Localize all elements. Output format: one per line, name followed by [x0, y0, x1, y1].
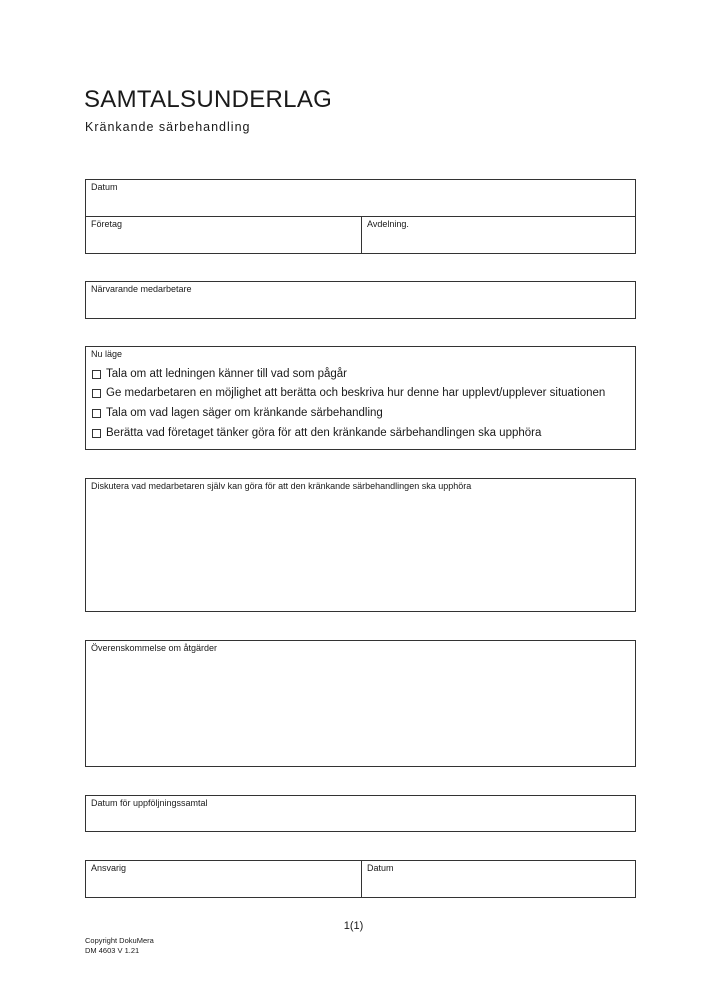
copyright-text: Copyright DokuMera — [85, 936, 154, 945]
situation-item-1[interactable] — [92, 368, 347, 380]
followup-date-label: Datum för uppföljningssamtal — [91, 798, 208, 808]
checkbox-icon[interactable] — [92, 429, 101, 438]
company-label: Företag — [91, 219, 123, 229]
present-employees-label: Närvarande medarbetare — [91, 284, 192, 294]
checkbox-icon[interactable] — [92, 389, 101, 398]
agreement-label: Överenskommelse om åtgärder — [91, 643, 218, 653]
responsible-date-label: Datum — [367, 863, 394, 873]
page-number: 1(1) — [343, 920, 364, 932]
followup-date-field[interactable] — [85, 795, 636, 832]
discuss-field[interactable] — [85, 478, 636, 612]
situation-item-text: Berätta vad företaget tänker göra för att den kränkande särbehandlingen ska upphöra — [106, 427, 542, 439]
date-field[interactable] — [86, 180, 635, 217]
responsible-date-field[interactable] — [362, 861, 635, 897]
situation-section — [85, 346, 636, 450]
document-subtitle: Kränkande särbehandling — [85, 120, 251, 134]
document-title: SAMTALSUNDERLAG — [84, 86, 333, 113]
department-field[interactable] — [362, 217, 635, 253]
footer — [85, 936, 154, 956]
situation-item-text: Tala om vad lagen säger om kränkande särbehandling — [106, 407, 383, 419]
date-company-section — [85, 179, 636, 254]
situation-item-text: Ge medarbetaren en möjlighet att berätta och beskriva hur denne har upplevt/upplever situationen — [106, 387, 606, 399]
situation-item-4[interactable] — [92, 427, 541, 439]
present-employees-field[interactable] — [85, 281, 636, 319]
checkbox-icon[interactable] — [92, 370, 101, 379]
department-label: Avdelning. — [367, 219, 409, 229]
checkbox-icon[interactable] — [92, 409, 101, 418]
document-id: DM 4603 V 1.21 — [85, 946, 140, 955]
situation-item-text: Tala om att ledningen känner till vad som pågår — [106, 368, 348, 380]
discuss-label: Diskutera vad medarbetaren själv kan göra för att den kränkande särbehandlingen ska upphöra — [91, 481, 472, 491]
situation-item-2[interactable] — [92, 387, 605, 399]
responsible-label: Ansvarig — [91, 863, 127, 873]
date-label: Datum — [91, 182, 118, 192]
situation-item-3[interactable] — [92, 407, 383, 419]
responsible-field[interactable] — [86, 861, 361, 897]
company-field[interactable] — [86, 217, 361, 253]
situation-label: Nu läge — [91, 349, 123, 359]
responsible-section — [85, 860, 636, 898]
agreement-field[interactable] — [85, 640, 636, 767]
